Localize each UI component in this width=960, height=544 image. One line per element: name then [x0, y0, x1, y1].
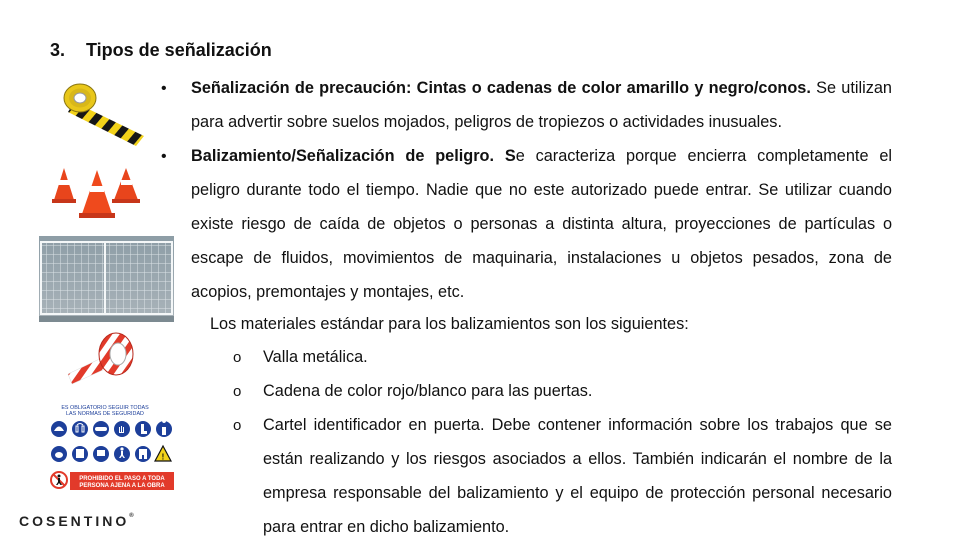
traffic-cones-image [52, 166, 142, 220]
bullet-danger-title: Balizamiento/Señalización de peligro. S [191, 147, 516, 165]
sign-bottom-text-2: PERSONA AJENA A LA OBRA [79, 483, 165, 489]
sub-marker: o [233, 349, 242, 366]
brand-mark: ® [129, 513, 134, 519]
brand-name: COSENTINO [19, 513, 130, 529]
section-number: 3. [50, 40, 66, 60]
materials-intro: Los materiales estándar para los balizamientos son los siguientes: [210, 315, 689, 333]
bullet-caution-text: Se utilizan para advertir sobre suelos mojados, peligros de tropiezos o actividades inusuales. [191, 79, 892, 131]
bullet-danger [191, 139, 892, 309]
caution-tape-image [60, 80, 148, 148]
metal-fence-image [39, 236, 174, 322]
bullet-marker: • [161, 148, 167, 165]
material-item: Cartel identificador en puerta. Debe contener información sobre los trabajos que se están realizando y los riesgos asociados a ellos. También indicarán el nombre de la empresa responsable del balizamiento y el equipo de protección personal necesario para entrar en dicho balizamiento. [263, 416, 892, 536]
section-heading [50, 40, 272, 61]
brand-logo [19, 513, 134, 529]
bullet-caution-title: Señalización de precaución: Cintas o cadenas de color amarillo y negro/conos. [191, 79, 811, 97]
sign-top-text-2: LAS NORMAS DE SEGURIDAD [66, 411, 144, 417]
sub-marker: o [233, 383, 242, 400]
red-white-tape-image [64, 330, 144, 386]
bullet-danger-text: e caracteriza porque encierra completamente el peligro durante todo el tiempo. Nadie que no este autorizado puede entrar. Se utilizar cuando existe riesgo de caída de objetos o personas a distinta altura, proyecciones de partículas o escape de fluidos, movimientos de maquinaria, instalaciones u objetos pesados, zona de acopios, premontajes y montajes, etc. [191, 147, 892, 301]
material-item: Valla metálica. [263, 348, 368, 366]
bullet-marker: • [161, 80, 167, 97]
bullet-caution [191, 71, 892, 139]
section-title: Tipos de señalización [86, 40, 272, 60]
sign-top-text-1: ES OBLIGATORIO SEGUIR TODAS [61, 405, 149, 411]
material-item: Cadena de color rojo/blanco para las puertas. [263, 382, 593, 400]
sub-marker: o [233, 417, 242, 434]
svg-text:!: ! [161, 452, 165, 462]
safety-sign-image [49, 402, 175, 494]
sign-bottom-text-1: PROHIBIDO EL PASO A TODA [79, 476, 165, 482]
